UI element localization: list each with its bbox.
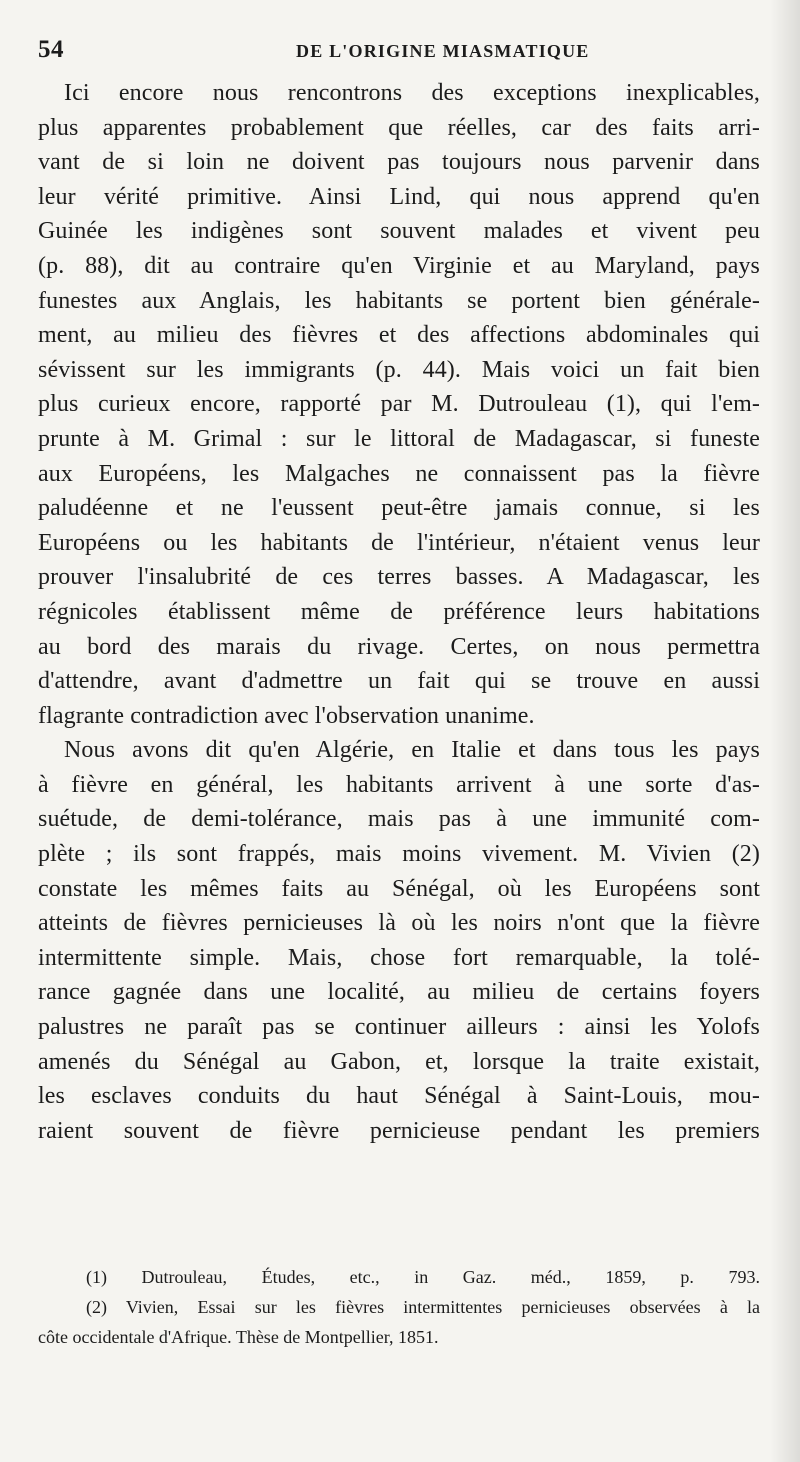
- text-line: les esclaves conduits du haut Sénégal à Saint-Louis, mou-: [38, 1083, 760, 1110]
- text-line: raient souvent de fièvre pernicieuse pendant les premiers: [38, 1117, 760, 1144]
- text-line: régnicoles établissent même de préférence leurs habitations: [38, 598, 760, 625]
- text-line: constate les mêmes faits au Sénégal, où les Européens sont: [38, 875, 760, 902]
- text-line: leur vérité primitive. Ainsi Lind, qui nous apprend qu'en: [38, 183, 760, 210]
- page-header: [38, 36, 762, 66]
- footnote-2-continued: côte occidentale d'Afrique. Thèse de Montpellier, 1851.: [38, 1327, 439, 1347]
- text-line: aux Européens, les Malgaches ne connaissent pas la fièvre: [38, 460, 760, 487]
- text-line: plète ; ils sont frappés, mais moins vivement. M. Vivien (2): [38, 841, 760, 868]
- page-number: 54: [38, 36, 64, 63]
- text-line: amenés du Sénégal au Gabon, et, lorsque la traite existait,: [38, 1048, 760, 1075]
- text-line: rance gagnée dans une localité, au milieu de certains foyers: [38, 979, 760, 1006]
- text-line: intermittente simple. Mais, chose fort remarquable, la tolé-: [38, 944, 760, 971]
- footnotes: [38, 1262, 760, 1352]
- text-line: d'attendre, avant d'admettre un fait qui se trouve en aussi: [38, 668, 760, 695]
- footnote-2: (2) Vivien, Essai sur les fièvres intermittentes pernicieuses observées à la: [86, 1297, 760, 1317]
- running-title: DE L'ORIGINE MIASMATIQUE: [296, 41, 590, 61]
- text-line: paludéenne et ne l'eussent peut-être jamais connue, si les: [38, 495, 760, 522]
- footnote-1: (1) Dutrouleau, Études, etc., in Gaz. méd., 1859, p. 793.: [86, 1267, 760, 1287]
- text-line: au bord des marais du rivage. Certes, on nous permettra: [38, 633, 760, 660]
- text-line: Ici encore nous rencontrons des exceptions inexplicables,: [64, 80, 760, 106]
- text-line: Nous avons dit qu'en Algérie, en Italie et dans tous les pays: [64, 737, 760, 764]
- text-line: suétude, de demi-tolérance, mais pas à une immunité com-: [38, 806, 760, 833]
- text-line: sévissent sur les immigrants (p. 44). Mais voici un fait bien: [38, 356, 760, 383]
- text-line: plus apparentes probablement que réelles, car des faits arri-: [38, 114, 760, 141]
- text-line: palustres ne paraît pas se continuer ailleurs : ainsi les Yolofs: [38, 1014, 760, 1041]
- text-line: Guinée les indigènes sont souvent malades et vivent peu: [38, 218, 760, 245]
- text-line: ment, au milieu des fièvres et des affections abdominales qui: [38, 322, 760, 349]
- text-line: vant de si loin ne doivent pas toujours nous parvenir dans: [38, 149, 760, 176]
- text-line: flagrante contradiction avec l'observation unanime.: [38, 702, 535, 729]
- text-line: atteints de fièvres pernicieuses là où les noirs n'ont que la fièvre: [38, 910, 760, 937]
- text-line: Européens ou les habitants de l'intérieur, n'étaient venus leur: [38, 529, 760, 556]
- text-line: plus curieux encore, rapporté par M. Dutrouleau (1), qui l'em-: [38, 391, 760, 418]
- text-line: à fièvre en général, les habitants arrivent à une sorte d'as-: [38, 771, 760, 798]
- text-line: funestes aux Anglais, les habitants se portent bien générale-: [38, 287, 760, 314]
- text-line: (p. 88), dit au contraire qu'en Virginie et au Maryland, pays: [38, 252, 760, 279]
- text-line: prunte à M. Grimal : sur le littoral de Madagascar, si funeste: [38, 425, 760, 452]
- body-text: [38, 76, 760, 1148]
- text-line: prouver l'insalubrité de ces terres basses. A Madagascar, les: [38, 564, 760, 591]
